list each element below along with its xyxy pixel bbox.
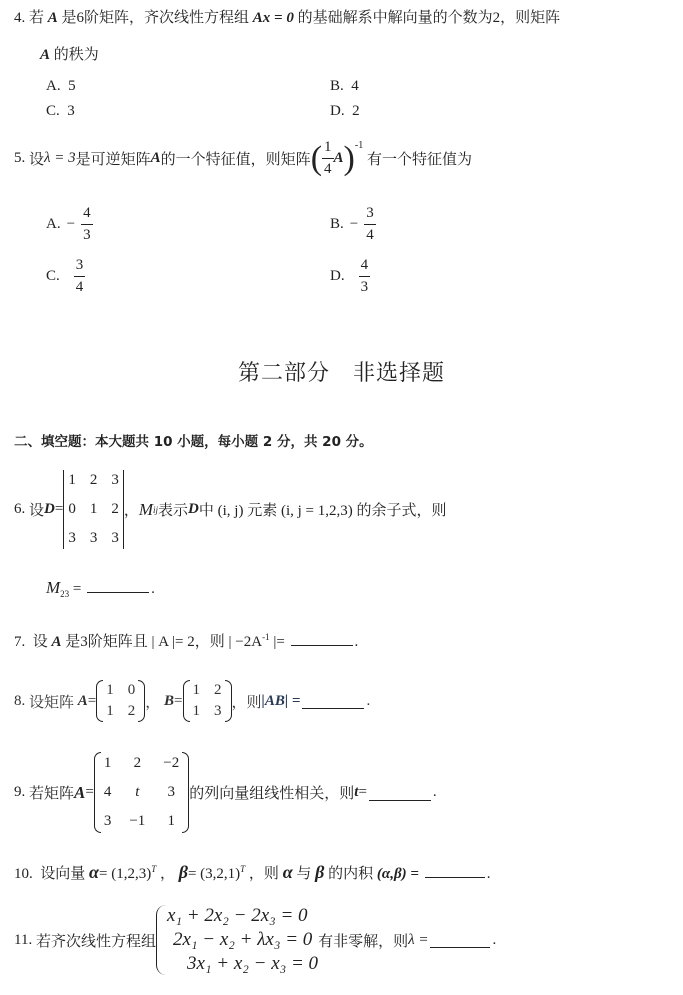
matrix-symbol: A — [40, 47, 51, 63]
matrix-a — [94, 752, 189, 833]
option-label: D. — [330, 103, 345, 119]
matrix-cell: 1 — [192, 682, 200, 698]
question-number: 11. — [14, 931, 33, 948]
part-title: 第二部分 非选择题 — [237, 361, 445, 386]
matrix-cell: 1 — [103, 755, 112, 771]
answer-blank[interactable] — [87, 591, 149, 593]
matrix-cell: 3 — [111, 530, 119, 546]
transpose: T — [240, 864, 246, 874]
text: 设 — [29, 503, 45, 519]
equals: = — [54, 501, 64, 517]
option-a[interactable] — [46, 206, 93, 243]
matrix-cell: 1 — [192, 703, 200, 719]
option-label: A. — [46, 216, 61, 232]
question-4-line2 — [40, 43, 99, 64]
option-b[interactable] — [330, 206, 376, 243]
matrix-symbol: A — [47, 10, 58, 26]
matrix-b — [183, 680, 232, 722]
option-value: 4 — [351, 78, 359, 94]
equation: 2x₁ − x₂ + λx₃ = 0 — [172, 929, 313, 950]
right-paren: ) — [343, 139, 355, 177]
text: 是可逆矩阵 — [75, 152, 151, 168]
determinant-expression: |AB| = — [261, 692, 301, 709]
equation: λ = 3 — [44, 150, 76, 166]
equation: Ax = 0 — [252, 10, 294, 26]
answer-blank[interactable] — [302, 707, 364, 709]
minor-symbol: M — [46, 578, 61, 597]
matrix-cell: 3 — [89, 530, 98, 546]
matrix-symbol: B — [164, 692, 175, 709]
question-number: 4. — [14, 10, 26, 26]
question-10 — [14, 862, 490, 883]
determinant-symbol: D — [44, 501, 55, 517]
text: ， — [159, 866, 175, 882]
question-11 — [14, 905, 496, 975]
matrix-cell: 1 — [106, 682, 114, 698]
sign: − — [349, 216, 359, 232]
vector-symbol: α — [282, 862, 293, 882]
question-5 — [14, 140, 472, 177]
matrix-cell: 1 — [106, 703, 114, 719]
period: . — [354, 634, 359, 650]
option-label: D. — [330, 268, 345, 284]
question-6 — [14, 470, 447, 549]
text: ，则 — [231, 694, 262, 711]
matrix-cell: −1 — [129, 813, 146, 829]
period: . — [151, 581, 155, 597]
text: ， — [123, 503, 139, 519]
matrix-cell: 0 — [127, 682, 136, 698]
option-c[interactable] — [46, 103, 75, 120]
matrix-cell: 3 — [167, 784, 176, 800]
vector-symbol: β — [315, 862, 325, 882]
text: 的基础解系中解向量的个数为2，则矩阵 — [297, 10, 561, 26]
period: . — [432, 784, 437, 800]
option-label: A. — [46, 78, 61, 94]
question-9 — [14, 752, 437, 833]
text: 设 — [29, 152, 45, 168]
equals: = — [87, 692, 97, 709]
numerator: 4 — [359, 258, 371, 277]
denominator: 4 — [75, 279, 84, 295]
matrix-cell: 2 — [214, 682, 222, 698]
text: 是3阶矩阵且 | A |= 2，则 | −2A — [65, 634, 263, 650]
equals: = — [85, 784, 94, 800]
option-label: C. — [46, 103, 60, 119]
fraction — [81, 206, 93, 243]
matrix-cell: 3 — [68, 530, 76, 546]
numerator: 1 — [322, 140, 334, 159]
matrix-cell: t — [135, 784, 140, 800]
text: ， — [145, 694, 161, 711]
denominator: 3 — [360, 279, 369, 295]
matrix-cell: 2 — [127, 703, 136, 719]
fraction — [359, 258, 371, 295]
fraction — [74, 258, 86, 295]
fraction — [322, 140, 334, 177]
question-number: 7. — [14, 634, 26, 650]
matrix-cell: 2 — [111, 501, 119, 517]
denominator: 4 — [366, 227, 374, 243]
text: 的秩为 — [53, 47, 99, 63]
inner-product: (α,β) = — [376, 866, 419, 882]
text: 设向量 — [40, 866, 86, 882]
text: 中 (i, j) 元素 (i, j = 1,2,3) 的余子式，则 — [198, 503, 447, 519]
subscript: ij — [153, 504, 159, 515]
text: 设矩阵 — [29, 694, 75, 711]
option-value: 2 — [352, 103, 360, 119]
matrix-cell: 4 — [103, 784, 112, 800]
matrix-symbol: A — [74, 782, 86, 802]
equation-system — [156, 905, 318, 975]
option-b[interactable] — [330, 78, 359, 95]
text: 若矩阵 — [29, 786, 75, 802]
question-number: 8. — [14, 692, 26, 709]
question-number: 5. — [14, 150, 26, 166]
question-number: 6. — [14, 501, 26, 517]
question-6-answer-line — [46, 578, 155, 599]
matrix-cell: 3 — [103, 813, 112, 829]
question-number: 9. — [14, 784, 26, 800]
matrix-cell: 2 — [89, 472, 98, 488]
numerator: 3 — [364, 206, 376, 225]
numerator: 3 — [74, 258, 86, 277]
transpose: T — [151, 864, 157, 874]
text: 的一个特征值，则矩阵 — [160, 152, 311, 168]
text: 与 — [296, 866, 312, 882]
matrix-cell: 3 — [111, 472, 119, 488]
exponent: -1 — [262, 632, 270, 642]
minor-symbol: M — [138, 499, 154, 519]
section-heading: 二、填空题：本大题共 10 小题，每小题 2 分，共 20 分。 — [14, 434, 373, 450]
text: 设 — [32, 634, 48, 650]
numerator: 4 — [81, 206, 93, 225]
question-number: 10. — [14, 866, 33, 882]
matrix-a — [96, 680, 145, 722]
period: . — [492, 931, 497, 948]
vector-value: = (3,2,1) — [187, 866, 241, 882]
option-a[interactable] — [46, 78, 76, 95]
matrix-symbol: A — [77, 692, 88, 709]
period: . — [486, 866, 491, 882]
text: 是6阶矩阵，齐次线性方程组 — [61, 10, 250, 26]
option-d[interactable] — [330, 258, 370, 295]
fraction — [364, 206, 376, 243]
option-label: B. — [330, 78, 344, 94]
equals: = — [358, 784, 367, 800]
matrix-cell: 0 — [68, 501, 76, 517]
denominator: 4 — [324, 161, 332, 177]
exponent: -1 — [354, 140, 364, 151]
matrix-symbol: A — [150, 150, 161, 166]
option-c[interactable] — [46, 258, 85, 295]
matrix-cell: 2 — [133, 755, 142, 771]
vector-value: = (1,2,3) — [98, 866, 152, 882]
equals: = — [72, 581, 82, 597]
question-4-line1 — [14, 6, 560, 27]
vector-symbol: β — [178, 862, 188, 882]
variable: λ = — [408, 931, 429, 948]
option-label: C. — [46, 268, 60, 284]
subscript: 23 — [60, 589, 70, 599]
sign: − — [66, 216, 76, 232]
matrix-cell: 1 — [167, 813, 176, 829]
text: 若 — [29, 10, 45, 26]
variable: t — [354, 784, 359, 800]
question-7 — [14, 630, 358, 651]
question-8 — [14, 680, 370, 722]
text: 有一个特征值为 — [366, 152, 472, 168]
determinant-matrix — [63, 470, 124, 549]
answer-blank[interactable] — [369, 799, 431, 801]
matrix-symbol: A — [333, 150, 344, 166]
matrix-symbol: A — [51, 634, 62, 650]
equation: x₁ + 2x₂ − 2x₃ = 0 — [166, 905, 308, 926]
option-label: B. — [330, 216, 344, 232]
answer-blank[interactable] — [425, 876, 485, 878]
equals: = — [174, 692, 183, 709]
determinant-symbol: D — [188, 501, 199, 517]
denominator: 3 — [83, 227, 91, 243]
matrix-cell: 3 — [214, 703, 222, 719]
answer-blank[interactable] — [291, 644, 353, 646]
text: |= — [273, 634, 285, 650]
text: 表示 — [158, 503, 189, 519]
answer-blank[interactable] — [430, 946, 490, 948]
text: ，则 — [248, 866, 279, 882]
option-d[interactable] — [330, 103, 360, 120]
vector-symbol: α — [89, 862, 99, 882]
matrix-cell: 1 — [68, 472, 76, 488]
left-paren: ( — [310, 139, 323, 177]
period: . — [366, 692, 371, 709]
equation: 3x₁ + x₂ − x₃ = 0 — [186, 953, 319, 974]
text: 若齐次线性方程组 — [35, 933, 156, 950]
matrix-cell: −2 — [163, 755, 180, 771]
option-value: 3 — [67, 103, 75, 119]
text: 的列向量组线性相关，则 — [189, 786, 355, 802]
text: 的内积 — [328, 866, 374, 882]
matrix-cell: 1 — [89, 501, 98, 517]
text: 有非零解，则 — [318, 933, 409, 950]
option-value: 5 — [68, 78, 76, 94]
